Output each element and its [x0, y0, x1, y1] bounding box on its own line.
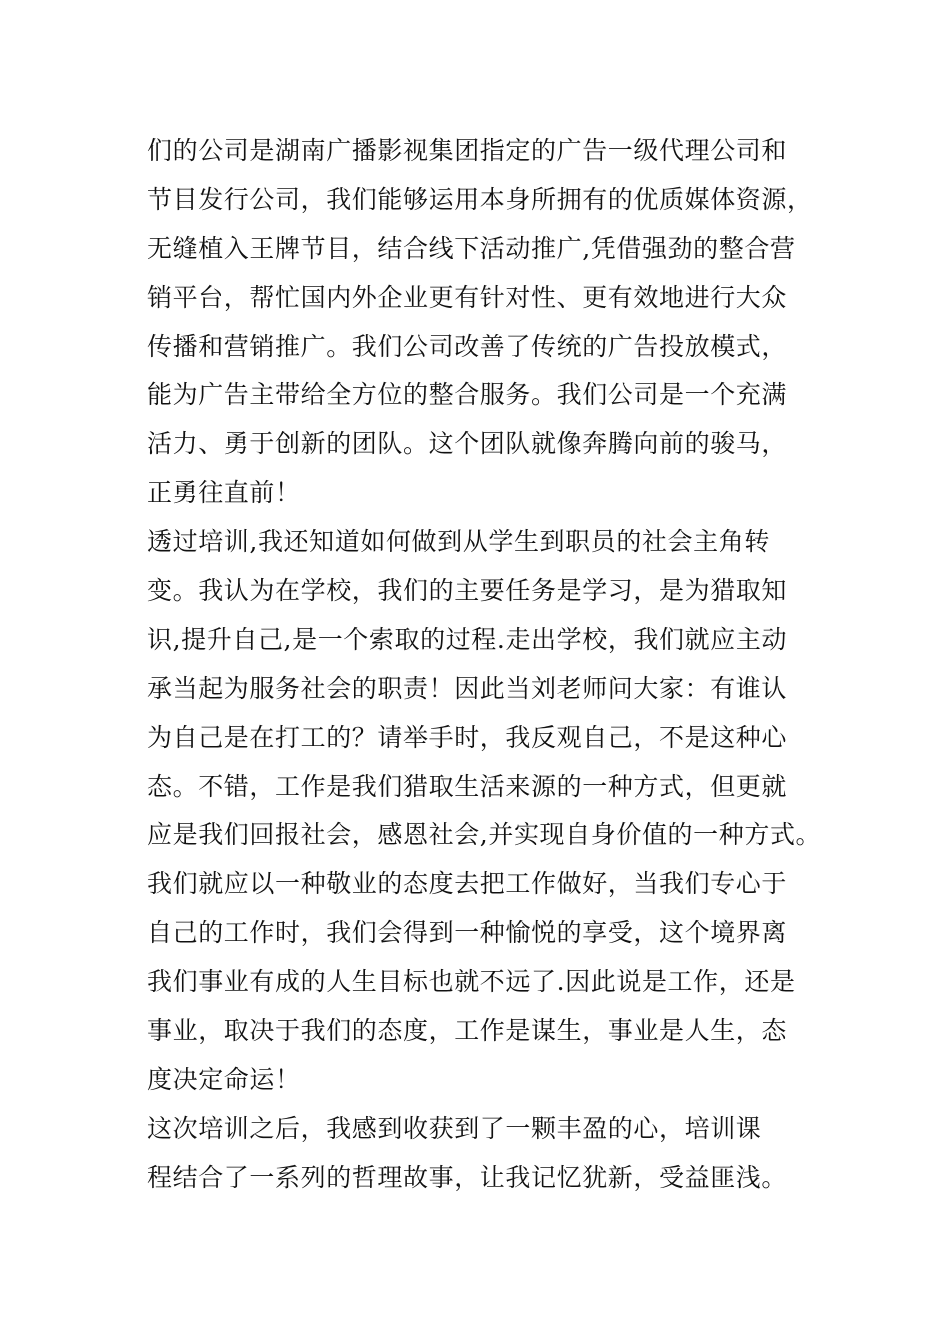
text-line: 应是我们回报社会，感恩社会,并实现自身价值的一种方式。	[147, 820, 822, 850]
text-line: 传播和营销推广。我们公司改善了传统的广告投放模式，	[147, 331, 788, 361]
text-line: 我们就应以一种敬业的态度去把工作做好，当我们专心于	[147, 869, 788, 899]
text-line: 程结合了一系列的哲理故事，让我记忆犹新，受益匪浅。	[147, 1162, 788, 1192]
text-line: 自己的工作时，我们会得到一种愉悦的享受，这个境界离	[147, 918, 788, 948]
text-line: 销平台，帮忙国内外企业更有针对性、更有效地进行大众	[147, 282, 788, 312]
text-line: 事业，取决于我们的态度，工作是谋生，事业是人生，态	[147, 1016, 788, 1046]
text-line: 为自己是在打工的？请举手时，我反观自己，不是这种心	[147, 722, 788, 752]
text-line: 透过培训,我还知道如何做到从学生到职员的社会主角转	[147, 527, 770, 557]
text-line: 无缝植入王牌节目，结合线下活动推广,凭借强劲的整合营	[147, 233, 796, 263]
text-line: 正勇往直前！	[147, 478, 301, 508]
text-line: 度决定命运！	[147, 1064, 301, 1094]
text-line: 变。我认为在学校，我们的主要任务是学习，是为猎取知	[147, 576, 788, 606]
text-line: 承当起为服务社会的职责！因此当刘老师问大家：有谁认	[147, 673, 788, 703]
text-line: 这次培训之后，我感到收获到了一颗丰盈的心，培训课	[147, 1113, 762, 1143]
text-line: 我们事业有成的人生目标也就不远了.因此说是工作，还是	[147, 967, 796, 997]
text-line: 活力、勇于创新的团队。这个团队就像奔腾向前的骏马，	[147, 429, 788, 459]
paragraph-company-intro	[147, 127, 827, 518]
paragraph-role-change	[147, 518, 827, 1105]
document-body	[147, 127, 827, 1203]
text-line: 们的公司是湖南广播影视集团指定的广告一级代理公司和	[147, 136, 788, 165]
text-line: 能为广告主带给全方位的整合服务。我们公司是一个充满	[147, 380, 788, 410]
paragraph-training-summary	[147, 1105, 827, 1203]
text-line: 节目发行公司，我们能够运用本身所拥有的优质媒体资源，	[147, 184, 813, 214]
text-line: 识,提升自己,是一个索取的过程.走出学校，我们就应主动	[147, 624, 788, 654]
text-line: 态。不错，工作是我们猎取生活来源的一种方式，但更就	[147, 771, 788, 801]
